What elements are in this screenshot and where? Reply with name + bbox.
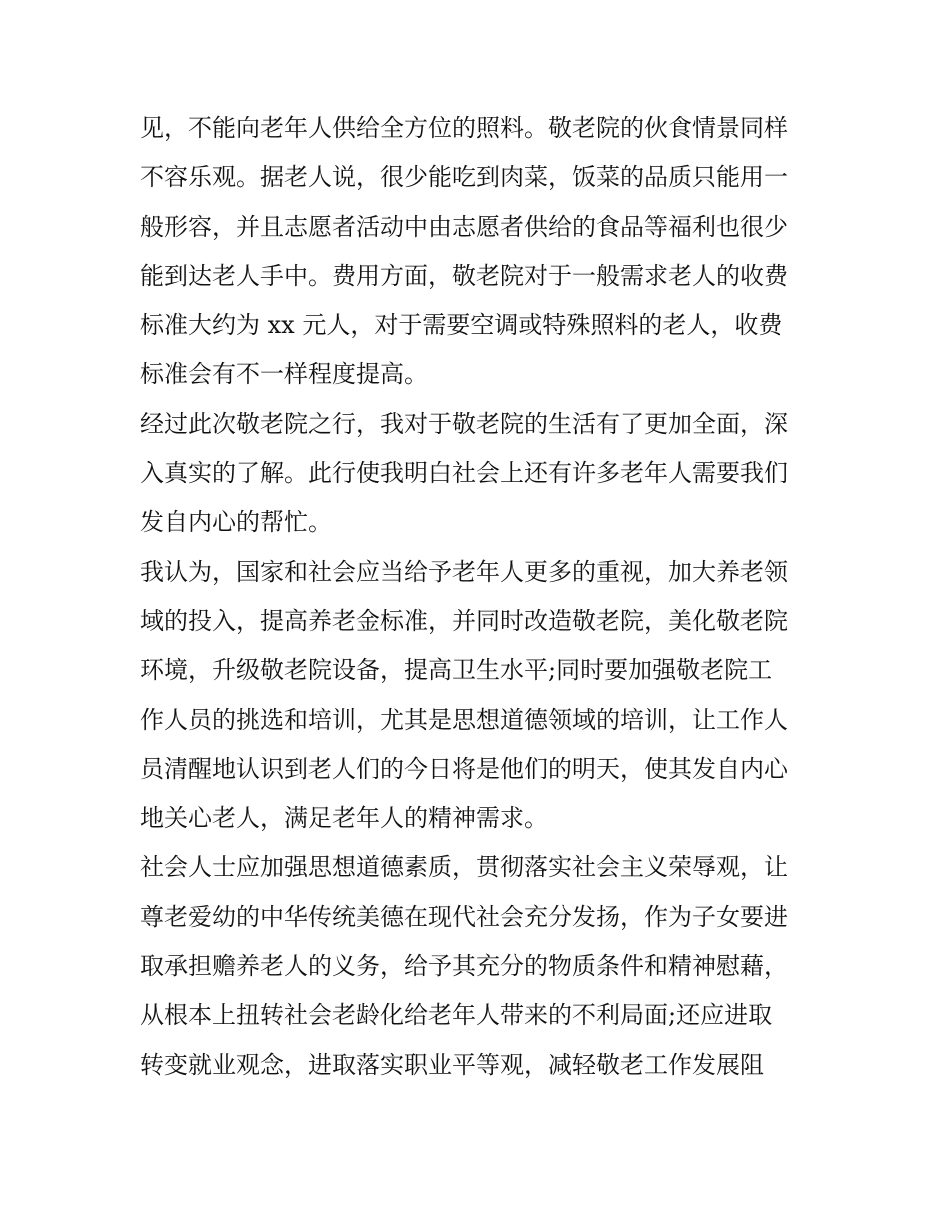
text-line: 发自内心的帮忙。 <box>140 508 332 537</box>
text-line: 我认为，国家和社会应当给予老年人更多的重视，加大养老领 <box>140 557 788 586</box>
text-line: 入真实的了解。此行使我明白社会上还有许多老年人需要我们 <box>140 459 788 488</box>
text-line: 转变就业观念，进取落实职业平等观，减轻敬老工作发展阻 <box>140 1050 764 1079</box>
text-line: 见，不能向老年人供给全方位的照料。敬老院的伙食情景同样 <box>140 114 788 142</box>
text-line: 不容乐观。据老人说，很少能吃到肉菜，饭菜的品质只能用一 <box>140 163 788 192</box>
text-line: 尊老爱幼的中华传统美德在现代社会充分发扬，作为子女要进 <box>140 902 788 931</box>
text-line: 能到达老人手中。费用方面，敬老院对于一般需求老人的收费 <box>140 261 788 290</box>
text-line: 域的投入，提高养老金标准，并同时改造敬老院，美化敬老院 <box>140 606 788 635</box>
text-line: 取承担赡养老人的义务，给予其充分的物质条件和精神慰藉， <box>140 952 788 981</box>
text-line: 般形容，并且志愿者活动中由志愿者供给的食品等福利也很少 <box>140 212 788 241</box>
text-line: 地关心老人，满足老年人的精神需求。 <box>140 804 548 833</box>
text-line: 经过此次敬老院之行，我对于敬老院的生活有了更加全面，深 <box>140 409 788 438</box>
text-line: 作人员的挑选和培训，尤其是思想道德领域的培训，让工作人 <box>140 705 788 734</box>
text-line: 社会人士应加强思想道德素质，贯彻落实社会主义荣辱观，让 <box>140 853 788 882</box>
text-line: 标准大约为 xx 元人，对于需要空调或特殊照料的老人，收费 <box>140 311 783 340</box>
text-line: 标准会有不一样程度提高。 <box>140 360 428 389</box>
text-line: 员清醒地认识到老人们的今日将是他们的明天，使其发自内心 <box>140 754 788 783</box>
text-line: 环境，升级敬老院设备，提高卫生水平;同时要加强敬老院工 <box>140 656 773 685</box>
body-text <box>140 104 820 1090</box>
text-line: 从根本上扭转社会老龄化给老年人带来的不利局面;还应进取 <box>140 1001 773 1030</box>
